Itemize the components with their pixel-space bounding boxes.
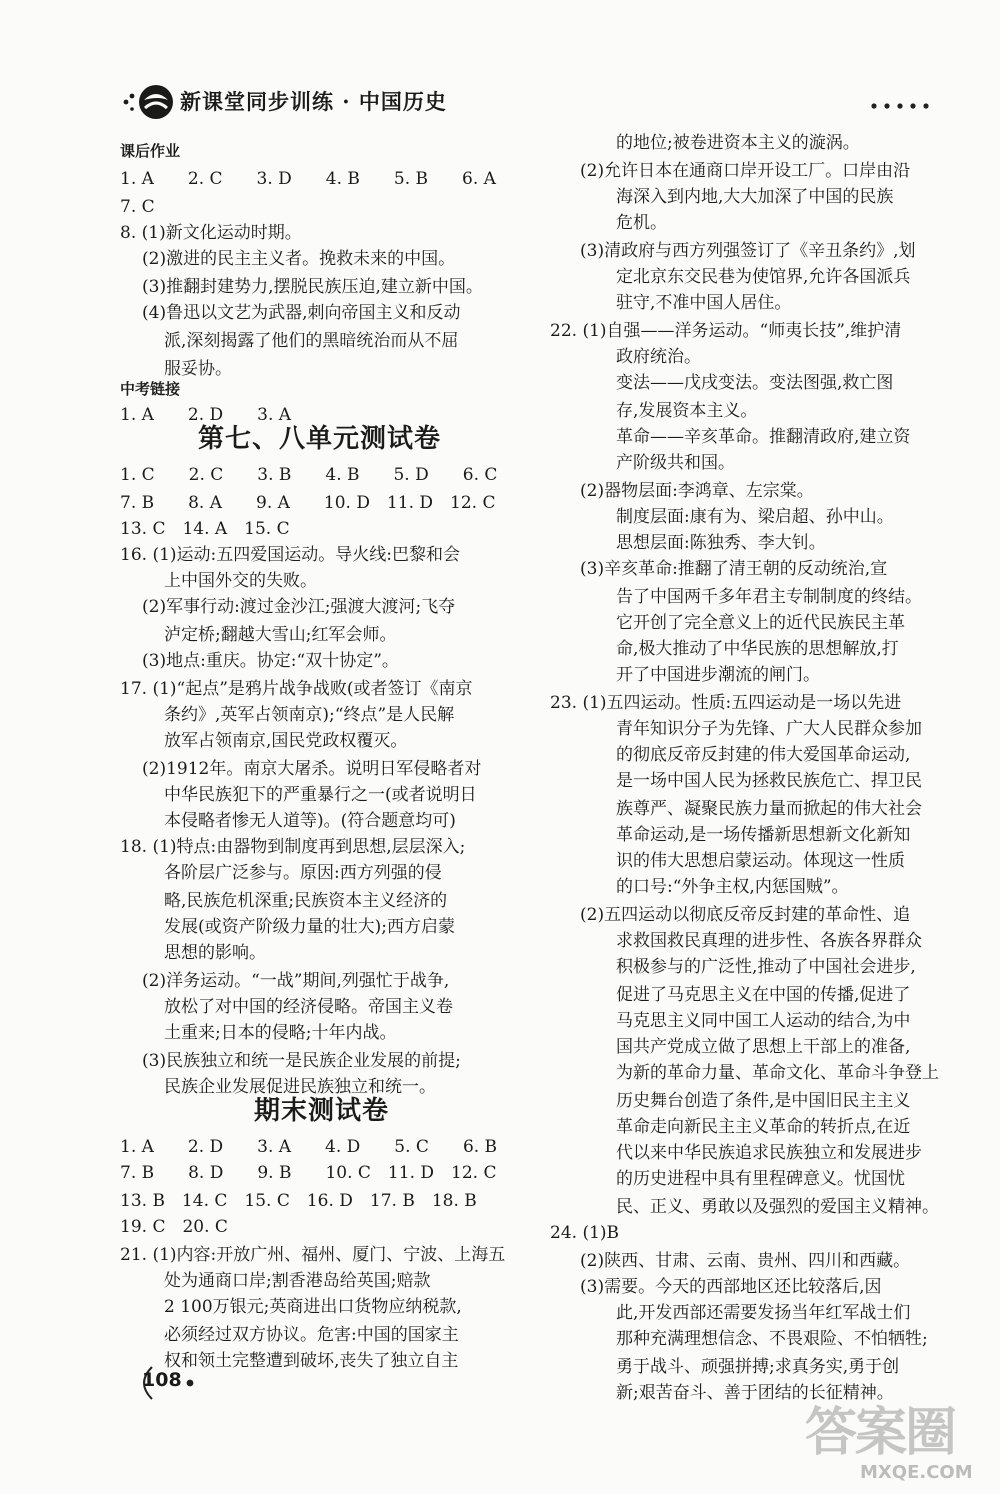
answer-line: 中华民族犯下的严重暴行之一(或者说明日 — [164, 785, 477, 805]
answer-line: 必须经过双方协议。危害:中国的国家主 — [164, 1325, 459, 1345]
page-number-badge — [138, 1363, 198, 1403]
answer-line: 略,民族危机深重;民族资本主义经济的 — [164, 891, 448, 911]
answer-line: 24. (1)B — [550, 1223, 620, 1243]
answer-line: 命,极大推动了中华民族的思想解放,打 — [616, 639, 899, 659]
answer-line: (2)陕西、甘肃、云南、贵州、四川和西藏。 — [580, 1251, 911, 1271]
answer-line: (2)1912年。南京大屠杀。说明日军侵略者对 — [142, 759, 482, 779]
answer-line: (3)需要。今天的西部地区还比较落后,因 — [580, 1277, 882, 1297]
answer-line: 21. (1)内容:开放广州、福州、厦门、宁波、上海五 — [120, 1245, 506, 1265]
answer-line: 变法——戊戌变法。变法图强,救亡图 — [616, 373, 894, 393]
answer-line: 民族企业发展促进民族独立和统一。 — [164, 1077, 436, 1097]
book-logo-icon — [118, 78, 178, 128]
answer-line: 的历史进程中具有里程碑意义。忧国忧 — [616, 1169, 905, 1189]
answer-line: 积极参与的广泛性,推动了中国社会进步, — [616, 957, 916, 977]
answer-line: 的口号:“外争主权,内惩国贼”。 — [616, 877, 849, 897]
answer-line: 放军占领南京,国民党政权覆灭。 — [164, 731, 408, 751]
answer-line: (4)鲁迅以文艺为武器,刺向帝国主义和反动 — [142, 303, 461, 323]
section-heading: 第七、八单元测试卷 — [198, 424, 442, 454]
answer-line: 1. C 2. C 3. B 4. B 5. D 6. C — [120, 465, 498, 485]
answer-line: 制度层面:康有为、梁启超、孙中山。 — [616, 507, 894, 527]
answer-line: 历史舞台创造了条件,是中国旧民主主义 — [616, 1091, 911, 1111]
answer-line: 22. (1)自强——洋务运动。“师夷长技”,维护清 — [550, 321, 902, 341]
watermark-main: 答案圈 — [805, 1403, 956, 1463]
answer-line: 族尊严、凝聚民族力量而掀起的伟大社会 — [616, 799, 922, 819]
answer-line: 那种充满理想信念、不畏艰险、不怕牺牲; — [616, 1329, 928, 1349]
answer-line: (2)器物层面:李鸿章、左宗棠。 — [580, 481, 814, 501]
decorative-dots-icon — [870, 102, 940, 110]
answer-line: (3)清政府与西方列强签订了《辛丑条约》,划 — [580, 241, 916, 261]
answer-line: 为新的革命力量、革命文化、革命斗争登上 — [616, 1063, 939, 1083]
answer-line: 此,开发西部还需要发扬当年红军战士们 — [616, 1303, 911, 1323]
answer-line: (2)洋务运动。“一战”期间,列强忙于战争, — [142, 971, 450, 991]
answer-line: 1. A 2. D 3. A — [120, 405, 292, 425]
answer-line: 新;艰苦奋斗、善于团结的长征精神。 — [616, 1383, 894, 1403]
answer-line: 开了中国进步潮流的闸门。 — [616, 665, 820, 685]
answer-line: 放松了对中国的经济侵略。帝国主义卷 — [164, 997, 453, 1017]
answer-line: 19. C 20. C — [120, 1217, 228, 1237]
answer-line: 土重来;日本的侵略;十年内战。 — [164, 1023, 397, 1043]
answer-line: (3)地点:重庆。协定:“双十协定”。 — [142, 651, 399, 671]
answer-line: 思想的影响。 — [164, 943, 266, 963]
answer-line: 促进了马克思主义在中国的传播,促进了 — [616, 985, 911, 1005]
header-title: 新课堂同步训练 · 中国历史 — [180, 89, 447, 114]
answer-line: 7. C — [120, 197, 155, 217]
answer-line: 1. A 2. C 3. D 4. B 5. B 6. A — [120, 169, 496, 189]
answer-line: 13. B 14. C 15. C 16. D 17. B 18. B — [120, 1191, 477, 1211]
answer-line: 马克思主义同中国工人运动的结合,为中 — [616, 1011, 911, 1031]
answer-line: 存,发展资本主义。 — [616, 401, 758, 421]
answer-line: 勇于战斗、顽强拼搏;求真务实,勇于创 — [616, 1357, 900, 1377]
answer-line: (2)激进的民主主义者。挽救未来的中国。 — [142, 249, 456, 269]
answer-line: 16. (1)运动:五四爱国运动。导火线:巴黎和会 — [120, 545, 460, 565]
subsection-label: 课后作业 — [120, 142, 181, 160]
answer-line: 革命运动,是一场传播新思想新文化新知 — [616, 825, 911, 845]
answer-line: 的彻底反帝反封建的伟大爱国革命运动, — [616, 745, 911, 765]
answer-line: (3)推翻封建势力,摆脱民族压迫,建立新中国。 — [142, 277, 483, 297]
answer-line: 求救国救民真理的进步性、各族各界群众 — [616, 931, 922, 951]
answer-line: 权和领土完整遭到破坏,丧失了独立自主 — [164, 1351, 459, 1371]
answer-line: 本侵略者惨无人道等)。(符合题意均可) — [164, 811, 456, 831]
answer-line: 17. (1)“起点”是鸦片战争战败(或者签订《南京 — [120, 679, 473, 699]
answer-line: 8. (1)新文化运动时期。 — [120, 223, 302, 243]
answer-line: 产阶级共和国。 — [616, 453, 735, 473]
answer-line: 代以来中华民族追求民族独立和发展进步 — [616, 1143, 922, 1163]
answer-line: 条约》,英军占领南京);“终点”是人民解 — [164, 705, 455, 725]
answer-line: 识的伟大思想启蒙运动。体现这一性质 — [616, 851, 905, 871]
answer-line: 各阶层广泛参与。原因:西方列强的侵 — [164, 863, 442, 883]
answer-line: 处为通商口岸;割香港岛给英国;赔款 — [164, 1271, 431, 1291]
answer-line: 革命——辛亥革命。推翻清政府,建立资 — [616, 427, 911, 447]
answer-line: 发展(或资产阶级力量的壮大);西方启蒙 — [164, 917, 455, 937]
answer-line: 驻守,不准中国人居住。 — [616, 293, 792, 313]
page-header — [118, 78, 938, 128]
watermark — [770, 1390, 990, 1490]
answer-line: 2 100万银元;英商进出口货物应纳税款, — [164, 1297, 462, 1317]
answer-line: (2)五四运动以彻底反帝反封建的革命性、追 — [580, 905, 911, 925]
answer-line: 思想层面:陈独秀、李大钊。 — [616, 533, 826, 553]
page-number: 108 — [142, 1369, 182, 1391]
watermark-url: MXQE.COM — [860, 1462, 973, 1483]
answer-line: 13. C 14. A 15. C — [120, 519, 290, 539]
answer-line: 政府统治。 — [616, 347, 701, 367]
answer-line: 青年知识分子为先锋、广大人民群众参加 — [616, 719, 922, 739]
answer-line: 革命走向新民主主义革命的转折点,在近 — [616, 1117, 911, 1137]
answer-line: 派,深刻揭露了他们的黑暗统治而从不屈 — [164, 331, 459, 351]
answer-line: 定北京东交民巷为使馆界,允许各国派兵 — [616, 267, 911, 287]
answer-line: (3)辛亥革命:推翻了清王朝的反动统治,宣 — [580, 559, 888, 579]
answer-line: 泸定桥;翻越大雪山;红军会师。 — [164, 625, 397, 645]
answer-line: 的地位;被卷进资本主义的漩涡。 — [616, 133, 860, 153]
answer-line: 它开创了完全意义上的近代民族民主革 — [616, 613, 905, 633]
answer-line: 海深入到内地,大大加深了中国的民族 — [616, 187, 894, 207]
answer-line: 18. (1)特点:由器物到制度再到思想,层层深入; — [120, 837, 466, 857]
answer-line: 7. B 8. A 9. A 10. D 11. D 12. C — [120, 493, 496, 513]
answer-line: 1. A 2. D 3. A 4. D 5. C 6. B — [120, 1137, 498, 1157]
answer-line: 是一场中国人民为拯救民族危亡、捍卫民 — [616, 771, 922, 791]
answer-line: 上中国外交的失败。 — [164, 571, 317, 591]
answer-line: 告了中国两千多年君主专制制度的终结。 — [616, 587, 922, 607]
answer-line: 危机。 — [616, 213, 667, 233]
answer-line: 民、正义、勇敢以及强烈的爱国主义精神。 — [616, 1197, 939, 1217]
answer-line: 国共产党成立做了思想上干部上的准备, — [616, 1037, 911, 1057]
subsection-label: 中考链接 — [120, 380, 181, 398]
answer-line: (2)军事行动:渡过金沙江;强渡大渡河;飞夺 — [142, 597, 456, 617]
answer-line: (2)允许日本在通商口岸开设工厂。口岸由沿 — [580, 161, 911, 181]
answer-line: 服妥协。 — [164, 359, 232, 379]
answer-line: (3)民族独立和统一是民族企业发展的前提; — [142, 1051, 461, 1071]
answer-line: 23. (1)五四运动。性质:五四运动是一场以先进 — [550, 693, 902, 713]
section-heading: 期末测试卷 — [254, 1096, 390, 1126]
answer-line: 7. B 8. D 9. B 10. C 11. D 12. C — [120, 1163, 497, 1183]
